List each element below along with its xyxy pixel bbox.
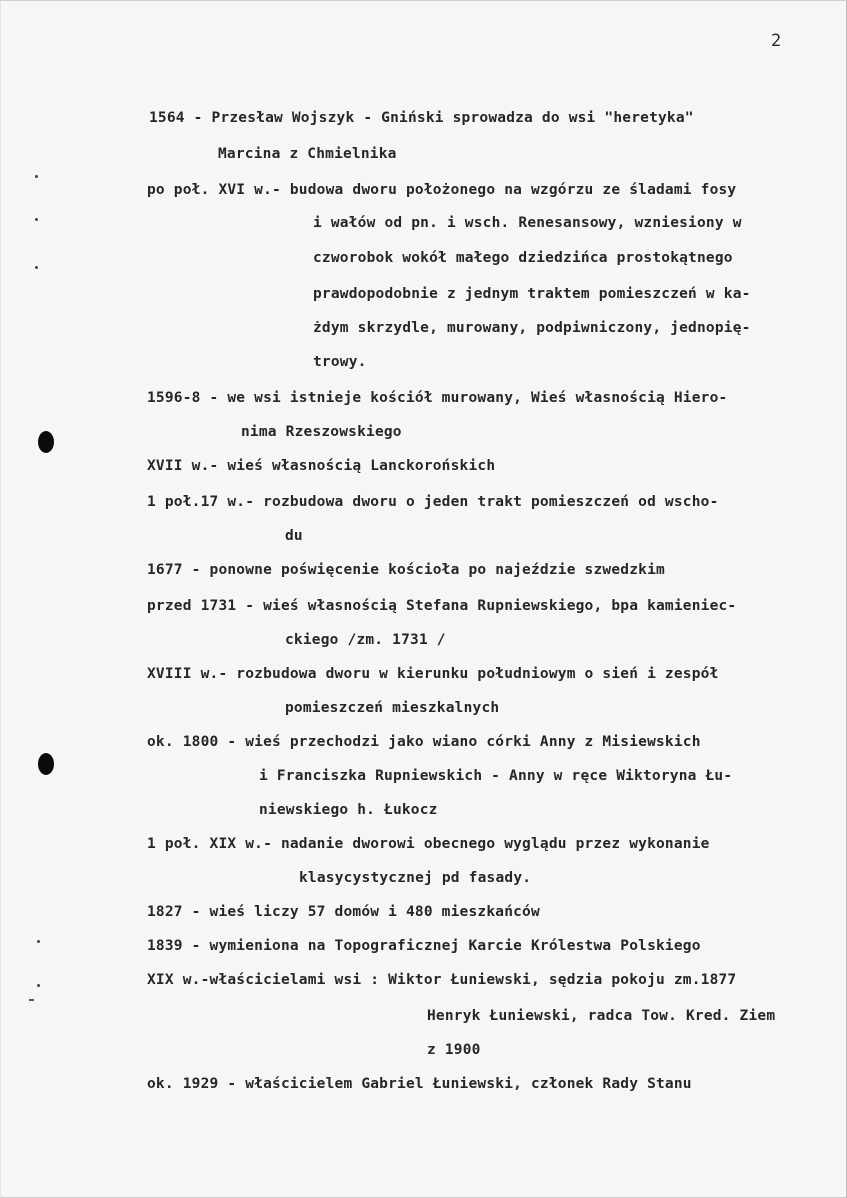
text-line: czworobok wokół małego dziedzińca prostokątnego xyxy=(313,250,733,266)
scan-speck xyxy=(37,984,40,987)
text-line: 1839 - wymieniona na Topograficznej Karcie Królestwa Polskiego xyxy=(147,938,701,954)
text-line: niewskiego h. Łukocz xyxy=(259,802,438,818)
text-line: 1564 - Przesław Wojszyk - Gniński sprowadza do wsi "heretyka" xyxy=(149,110,694,126)
text-line: nima Rzeszowskiego xyxy=(241,424,402,440)
text-line: Marcina z Chmielnika xyxy=(218,146,397,162)
text-line: XVIII w.- rozbudowa dworu w kierunku południowym o sień i zespół xyxy=(147,666,719,682)
scan-speck xyxy=(29,999,34,1001)
scan-speck xyxy=(37,940,40,943)
punch-hole xyxy=(38,431,54,453)
text-line: przed 1731 - wieś własnością Stefana Rupniewskiego, bpa kamieniec- xyxy=(147,598,737,614)
text-line: po poł. XVI w.- budowa dworu położonego na wzgórzu ze śladami fosy xyxy=(147,182,737,198)
punch-hole xyxy=(38,753,54,775)
text-line: pomieszczeń mieszkalnych xyxy=(285,700,500,716)
scan-speck xyxy=(35,175,38,178)
text-line: prawdopodobnie z jednym traktem pomieszczeń w ka- xyxy=(313,286,751,302)
text-line: Henryk Łuniewski, radca Tow. Kred. Ziem xyxy=(427,1008,776,1024)
text-line: 1596-8 - we wsi istnieje kościół murowany, Wieś własnością Hiero- xyxy=(147,390,728,406)
text-line: 1827 - wieś liczy 57 domów i 480 mieszkańców xyxy=(147,904,540,920)
text-line: ckiego /zm. 1731 / xyxy=(285,632,446,648)
text-line: XIX w.-właścicielami wsi : Wiktor Łuniewski, sędzia pokoju zm.1877 xyxy=(147,972,737,988)
text-line: i wałów od pn. i wsch. Renesansowy, wzniesiony w xyxy=(313,215,742,231)
text-line: 1677 - ponowne poświęcenie kościoła po najeździe szwedzkim xyxy=(147,562,665,578)
text-line: i Franciszka Rupniewskich - Anny w ręce Wiktoryna Łu- xyxy=(259,768,733,784)
text-line: trowy. xyxy=(313,354,367,370)
text-line: ok. 1800 - wieś przechodzi jako wiano córki Anny z Misiewskich xyxy=(147,734,701,750)
scan-speck xyxy=(35,266,38,269)
text-line: du xyxy=(285,528,303,544)
text-line: z 1900 xyxy=(427,1042,481,1058)
text-line: 1 poł. XIX w.- nadanie dworowi obecnego wyglądu przez wykonanie xyxy=(147,836,710,852)
text-line: ok. 1929 - właścicielem Gabriel Łuniewski, członek Rady Stanu xyxy=(147,1076,692,1092)
text-line: XVII w.- wieś własnością Lanckorońskich xyxy=(147,458,496,474)
page-number: 2 xyxy=(771,31,782,51)
text-line: 1 poł.17 w.- rozbudowa dworu o jeden trakt pomieszczeń od wscho- xyxy=(147,494,719,510)
text-line: żdym skrzydle, murowany, podpiwniczony, jednopię- xyxy=(313,320,751,336)
scan-speck xyxy=(35,218,38,221)
text-line: klasycystycznej pd fasady. xyxy=(299,870,532,886)
